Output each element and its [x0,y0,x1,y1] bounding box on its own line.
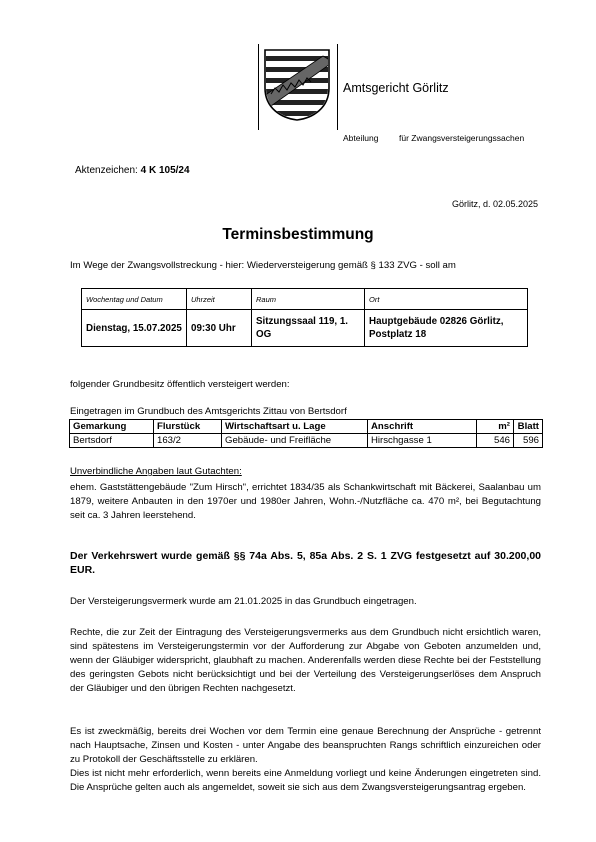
header-left-rule [258,44,259,130]
col-wirtschaftsart: Wirtschaftsart u. Lage [222,420,368,434]
saxony-coat-of-arms-icon [263,48,331,122]
cell-blatt: 596 [514,434,543,448]
file-number-label: Aktenzeichen: [75,165,138,176]
department-label: Abteilung [343,133,379,143]
file-number-value: 4 K 105/24 [140,165,190,176]
appraisal-heading: Unverbindliche Angaben laut Gutachten: [70,466,242,477]
registration-paragraph: Dies ist nicht mehr erforderlich, wenn bereits eine Anmeldung vorliegt und keine Änderungen eingetreten sind. Die Ansprüche gelten auch als angemeldet, soweit sie sich aus dem Zwangsversteigerungsantrag ergeben. [70,768,541,793]
appointment-header-room: Raum [252,289,365,310]
department-value: für Zwangsversteigerungssachen [399,133,525,143]
cell-anschrift: Hirschgasse 1 [368,434,477,448]
col-blatt: Blatt [514,420,543,434]
cell-wirtschaftsart: Gebäude- und Freifläche [222,434,368,448]
appointment-header-time: Uhrzeit [187,289,252,310]
appointment-date: Dienstag, 15.07.2025 [82,310,187,347]
appraisal-text: ehem. Gaststättengebäude "Zum Hirsch", errichtet 1834/35 als Schankwirtschaft mit Bäckerei, Saalanbau um 1879, weitere Anbauten in den 1970er und 1980er Jahren, Wohn.-/Nutzfläche ca. 470 m², bei Begutachtung seit ca. 3 Jahren leerstehend. [70,482,541,521]
land-register-table [69,419,543,448]
court-name: Amtsgericht Görlitz [343,81,449,95]
appointment-table [81,288,528,347]
market-value: Der Verkehrswert wurde gemäß §§ 74a Abs. 5, 85a Abs. 2 S. 1 ZVG festgesetzt auf 30.200,00 EUR. [70,550,541,576]
property-intro: folgender Grundbesitz öffentlich versteigert werden: [70,379,290,390]
cell-gemarkung: Bertsdorf [70,434,154,448]
registration-note: Der Versteigerungsvermerk wurde am 21.01.2025 in das Grundbuch eingetragen. [70,596,417,607]
document-title: Terminsbestimmung [222,226,374,243]
land-register-header-row [70,420,543,434]
appointment-header-place: Ort [365,289,528,310]
appointment-place: Hauptgebäude 02826 Görlitz, Postplatz 18 [365,310,528,347]
rights-paragraph: Rechte, die zur Zeit der Eintragung des Versteigerungsvermerks aus dem Grundbuch nicht ersichtlich waren, sind spätestens im Versteigerungstermin vor der Aufforderung zur Abgabe von Geboten anzumelden und, wenn der Gläubiger widerspricht, glaubhaft zu machen. Anderenfalls werden diese Rechte bei der Feststellung des geringsten Gebots nicht berücksichtigt und bei der Verteilung des Versteigerungserlöses dem Anspruch der Gläubiger und den übrigen Rechten nachgesetzt. [70,627,541,694]
file-number [75,165,190,176]
col-flurstueck: Flurstück [154,420,222,434]
appointment-room: Sitzungssaal 119, 1. OG [252,310,365,347]
place-date: Görlitz, d. 02.05.2025 [451,199,538,209]
appointment-time: 09:30 Uhr [187,310,252,347]
cell-area: 546 [477,434,514,448]
land-register-caption: Eingetragen im Grundbuch des Amtsgerichts Zittau von Bertsdorf [70,406,347,417]
col-gemarkung: Gemarkung [70,420,154,434]
cell-flurstueck: 163/2 [154,434,222,448]
table-row [70,434,543,448]
col-anschrift: Anschrift [368,420,477,434]
appointment-header-row [82,289,528,310]
claims-paragraph: Es ist zweckmäßig, bereits drei Wochen vor dem Termin eine genaue Berechnung der Ansprüche - getrennt nach Hauptsache, Zinsen und Kosten - unter Angabe des beanspruchten Rangs schriftlich einzureichen oder zu Protokoll der Geschäftsstelle zu erklären. [70,726,541,765]
col-area: m² [477,420,514,434]
appointment-header-date: Wochentag und Datum [82,289,187,310]
appointment-value-row [82,310,528,347]
header-right-rule [337,44,338,130]
intro-text: Im Wege der Zwangsvollstreckung - hier: Wiederversteigerung gemäß § 133 ZVG - soll am [70,260,456,271]
